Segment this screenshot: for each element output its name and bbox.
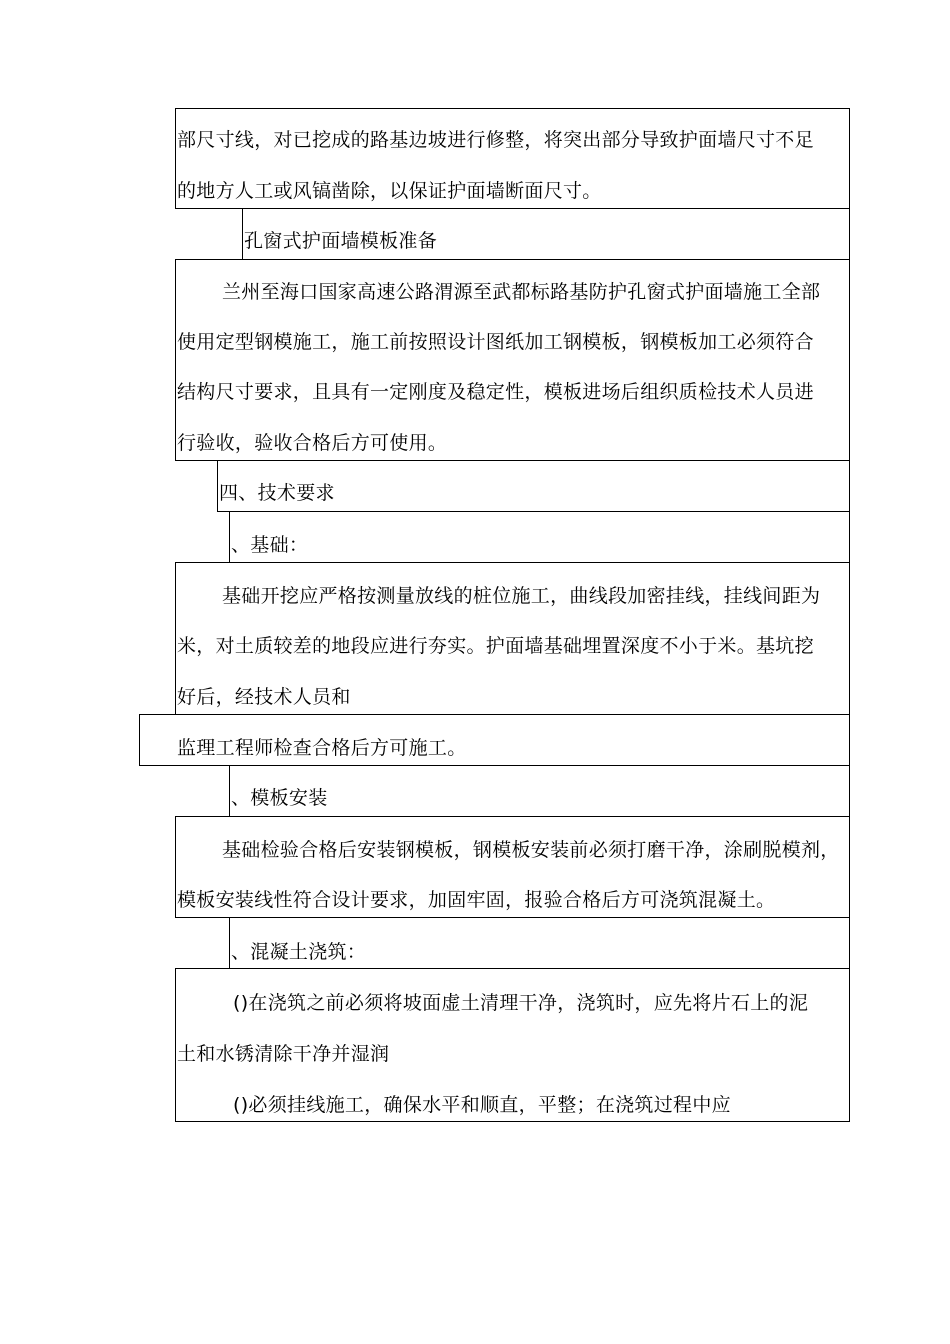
section-heading: 、基础： xyxy=(231,534,309,556)
text-line: 的地方人工或风镐凿除，以保证护面墙断面尺寸。 xyxy=(177,180,602,202)
text-line: 结构尺寸要求，且具有一定刚度及稳定性，模板进场后组织质检技术人员进 xyxy=(177,381,814,403)
text-line: 兰州至海口国家高速公路渭源至武都标路基防护孔窗式护面墙施工全部 xyxy=(222,281,821,303)
text-line: 基础检验合格后安装钢模板，钢模板安装前必须打磨干净，涂刷脱模剂， xyxy=(222,839,840,861)
section-heading: 孔窗式护面墙模板准备 xyxy=(244,230,438,252)
text-line: ()在浇筑之前必须将坡面虚土清理干净，浇筑时，应先将片石上的泥 xyxy=(233,992,809,1014)
text-line: 行验收，验收合格后方可使用。 xyxy=(177,432,448,454)
text-line: 基础开挖应严格按测量放线的桩位施工，曲线段加密挂线，挂线间距为 xyxy=(222,585,821,607)
text-line: 监理工程师检查合格后方可施工。 xyxy=(177,737,467,759)
heading-block-foundation xyxy=(229,511,850,563)
text-line: 好后，经技术人员和 xyxy=(177,686,351,708)
text-line: ()必须挂线施工，确保水平和顺直，平整；在浇筑过程中应 xyxy=(233,1094,731,1116)
text-line: 土和水锈清除干净并湿润 xyxy=(177,1043,390,1065)
text-line: 使用定型钢模施工，施工前按照设计图纸加工钢模板，钢模板加工必须符合 xyxy=(177,331,814,353)
text-line: 模板安装线性符合设计要求，加固牢固，报验合格后方可浇筑混凝土。 xyxy=(177,889,776,911)
section-heading: 、混凝土浇筑： xyxy=(231,941,367,963)
text-line: 米，对土质较差的地段应进行夯实。护面墙基础埋置深度不小于米。基坑挖 xyxy=(177,635,814,657)
section-heading: 、模板安装 xyxy=(231,787,328,809)
text-line: 部尺寸线，对已挖成的路基边坡进行修整，将突出部分导致护面墙尺寸不足 xyxy=(177,129,814,151)
section-heading: 四、技术要求 xyxy=(219,482,335,504)
